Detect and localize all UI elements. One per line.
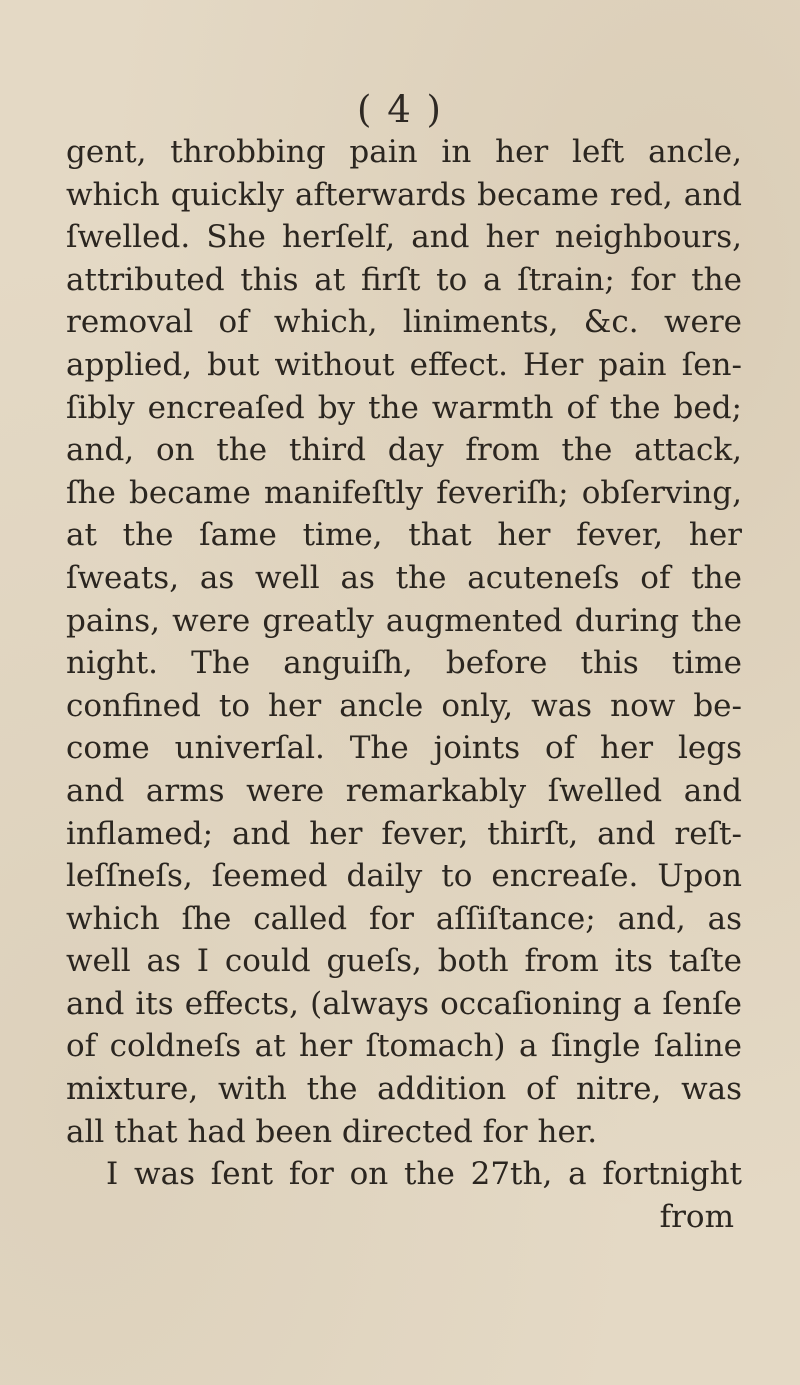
text-line: and arms were remarkably ſwelled and — [66, 772, 742, 809]
text-line: inflamed; and her fever, thirſt, and reſt- — [66, 815, 742, 852]
text-line: come univerſal. The joints of her legs — [66, 730, 742, 767]
text-line: night. The anguiſh, before this time — [66, 645, 742, 682]
text-line: at the ſame time, that her fever, her — [66, 517, 742, 554]
text-line: pains, were greatly augmented during the — [66, 602, 742, 639]
text-line: ſweats, as well as the acuteneſs of the — [66, 559, 742, 596]
text-line: I was ſent for on the 27th, a fortnight — [106, 1156, 742, 1193]
text-line: leſſneſs, ſeemed daily to encreaſe. Upon — [66, 858, 742, 895]
text-line: gent, throbbing pain in her left ancle, — [66, 134, 742, 170]
text-line: applied, but without effect. Her pain ſen- — [66, 346, 742, 383]
text-line: confined to her ancle only, was now be- — [66, 687, 742, 724]
text-line: of coldneſs at her ſtomach) a ſingle ſaline — [66, 1028, 742, 1065]
text-line: attributed this at firſt to a ſtrain; for the — [66, 261, 742, 298]
text-line: which quickly afterwards became red, and — [66, 176, 742, 213]
text-line: which ſhe called for aſſiſtance; and, as — [66, 900, 742, 937]
text-line: well as I could gueſs, both from its taſte — [66, 943, 742, 980]
text-line: ſhe became manifeſtly feveriſh; obſerving, — [66, 474, 742, 511]
text-line: mixture, with the addition of nitre, was — [66, 1071, 742, 1108]
catchword: from — [659, 1198, 734, 1235]
text-line: and, on the third day from the attack, — [66, 432, 742, 469]
text-line: removal of which, liniments, &c. were — [66, 304, 742, 341]
text-line: all that had been directed for her. — [66, 1113, 598, 1150]
text-line: ſwelled. She herſelf, and her neighbours, — [66, 219, 742, 256]
body-text — [66, 131, 742, 1238]
text-line: ſibly encreaſed by the warmth of the bed; — [66, 389, 742, 426]
page-number: ( 4 ) — [357, 88, 443, 131]
text-line: and its effects, (always occaſioning a ſenſe — [66, 985, 742, 1022]
